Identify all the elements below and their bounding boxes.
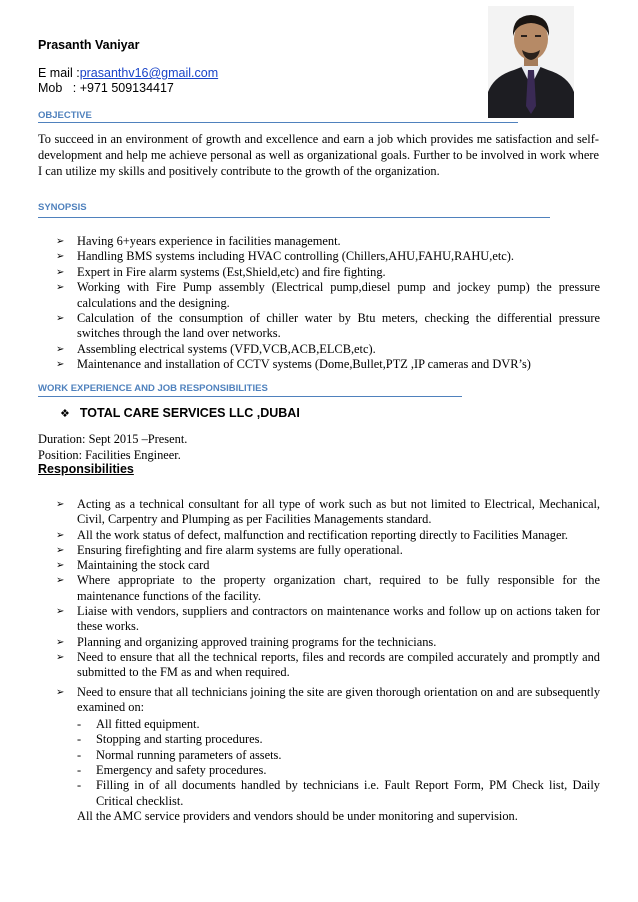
- arrow-bullet-icon: ➢: [56, 560, 65, 572]
- list-item: - Stopping and starting procedures.: [77, 732, 263, 747]
- responsibilities-heading: Responsibilities: [38, 462, 134, 476]
- dash-bullet-icon: -: [77, 732, 82, 747]
- arrow-bullet-icon: ➢: [56, 282, 65, 294]
- person-photo-illustration: [488, 6, 574, 118]
- arrow-bullet-icon: ➢: [56, 651, 65, 663]
- list-item: ➢ Need to ensure that all technicians joining the site are given thorough orientation on and are subsequently examined on: - All fitted equipment. - Stopping and starting procedures. - Normal running parameters of assets. - Emergency and safety procedures. - Filling in of all documents handled by technicians i.e. Fault Report Form, PM Check list, Daily Critical checklist. All the AMC service providers and vendors should be under monitoring and supervision.: [56, 684, 601, 823]
- list-item: - Filling in of all documents handled by technicians i.e. Fault Report Form, PM Check list, Daily Critical checklist.: [77, 778, 600, 808]
- list-item: ➢ Calculation of the consumption of chiller water by Btu meters, checking the differential pressure switches through the land over networks.: [56, 311, 600, 341]
- arrow-bullet-icon: ➢: [56, 544, 65, 556]
- arrow-bullet-icon: ➢: [56, 575, 65, 587]
- synopsis-heading: SYNOPSIS: [38, 202, 87, 213]
- arrow-bullet-icon: ➢: [56, 236, 65, 247]
- list-item: ➢ Expert in Fire alarm systems (Est,Shield,etc) and fire fighting.: [56, 264, 386, 279]
- arrow-bullet-icon: ➢: [56, 606, 65, 618]
- diamond-bullet-icon: ❖: [60, 407, 70, 420]
- orientation-sublist: [77, 717, 600, 809]
- objective-divider: [38, 122, 518, 123]
- arrow-bullet-icon: ➢: [56, 686, 65, 698]
- dash-bullet-icon: -: [77, 778, 82, 793]
- mobile-row: [38, 81, 218, 96]
- objective-text: To succeed in an environment of growth and excellence and earn a job which provides me satisfaction and self-development and help me achieve personal as well as organizational goals. Further to be involved in work where I can utilize my skills and positively contribute to the growth of the organization.: [38, 132, 599, 178]
- list-item: ➢ Working with Fire Pump assembly (Electrical pump,diesel pump and jockey pump) the pressure calculations and the designing.: [56, 280, 600, 310]
- email-row: [38, 66, 218, 81]
- email-link[interactable]: prasanthv16@gmail.com: [79, 66, 219, 80]
- email-label: E mail :: [38, 66, 80, 80]
- list-item: ➢ Planning and organizing approved training programs for the technicians.: [56, 634, 437, 649]
- synopsis-list: [56, 234, 600, 373]
- objective-heading: OBJECTIVE: [38, 110, 92, 121]
- synopsis-divider: [38, 217, 550, 218]
- list-item: ➢ Where appropriate to the property organization chart, required to be fully responsible for the maintenance functions of the facility.: [56, 573, 600, 603]
- arrow-bullet-icon: ➢: [56, 313, 65, 325]
- arrow-bullet-icon: ➢: [56, 636, 65, 648]
- profile-photo: [488, 6, 574, 118]
- list-item: ➢ Handling BMS systems including HVAC controlling (Chillers,AHU,FAHU,RAHU,etc).: [56, 249, 514, 264]
- arrow-bullet-icon: ➢: [56, 529, 65, 541]
- dash-bullet-icon: -: [77, 717, 82, 732]
- list-item: ➢ Liaise with vendors, suppliers and contractors on maintenance works and follow up on actions taken for these works.: [56, 604, 600, 634]
- company-name: ❖ TOTAL CARE SERVICES LLC ,DUBAI: [60, 406, 300, 420]
- mobile-label: Mob :: [38, 81, 80, 95]
- duration-text: Duration: Sept 2015 –Present.: [38, 432, 188, 446]
- candidate-name: Prasanth Vaniyar: [38, 38, 140, 52]
- list-item: ➢ Maintaining the stock card: [56, 558, 210, 573]
- closing-text: All the AMC service providers and vendors should be under monitoring and supervision.: [77, 808, 518, 823]
- list-item: - Emergency and safety procedures.: [77, 763, 267, 778]
- arrow-bullet-icon: ➢: [56, 266, 65, 278]
- list-item: - Normal running parameters of assets.: [77, 747, 282, 762]
- responsibilities-list: [56, 497, 600, 824]
- arrow-bullet-icon: ➢: [56, 359, 65, 371]
- list-item: ➢ Ensuring firefighting and fire alarm systems are fully operational.: [56, 542, 403, 557]
- contact-block: [38, 66, 218, 96]
- list-item: ➢ Assembling electrical systems (VFD,VCB,ACB,ELCB,etc).: [56, 341, 376, 356]
- list-item: ➢ Maintenance and installation of CCTV systems (Dome,Bullet,PTZ ,IP cameras and DVR’s): [56, 357, 531, 372]
- arrow-bullet-icon: ➢: [56, 499, 65, 510]
- list-item: - All fitted equipment.: [77, 717, 200, 732]
- arrow-bullet-icon: ➢: [56, 343, 65, 355]
- position-text: Position: Facilities Engineer.: [38, 448, 181, 462]
- experience-divider: [38, 396, 462, 397]
- dash-bullet-icon: -: [77, 747, 82, 762]
- list-item: ➢ Having 6+years experience in facilities management.: [56, 234, 341, 248]
- experience-heading: WORK EXPERIENCE AND JOB RESPONSIBILITIES: [38, 383, 268, 394]
- dash-bullet-icon: -: [77, 763, 82, 778]
- list-item: ➢ Need to ensure that all the technical reports, files and records are compiled accurately and promptly and submitted to the FM as and when required.: [56, 649, 600, 680]
- list-item: ➢ Acting as a technical consultant for all type of work such as but not limited to Electrical, Mechanical, Civil, Carpentry and Plumping as per Facilities Managements standard.: [56, 497, 600, 527]
- list-item: ➢ All the work status of defect, malfunction and rectification reporting directly to Facilities Manager.: [56, 527, 568, 542]
- mobile-number: +971 509134417: [79, 81, 174, 95]
- arrow-bullet-icon: ➢: [56, 251, 65, 263]
